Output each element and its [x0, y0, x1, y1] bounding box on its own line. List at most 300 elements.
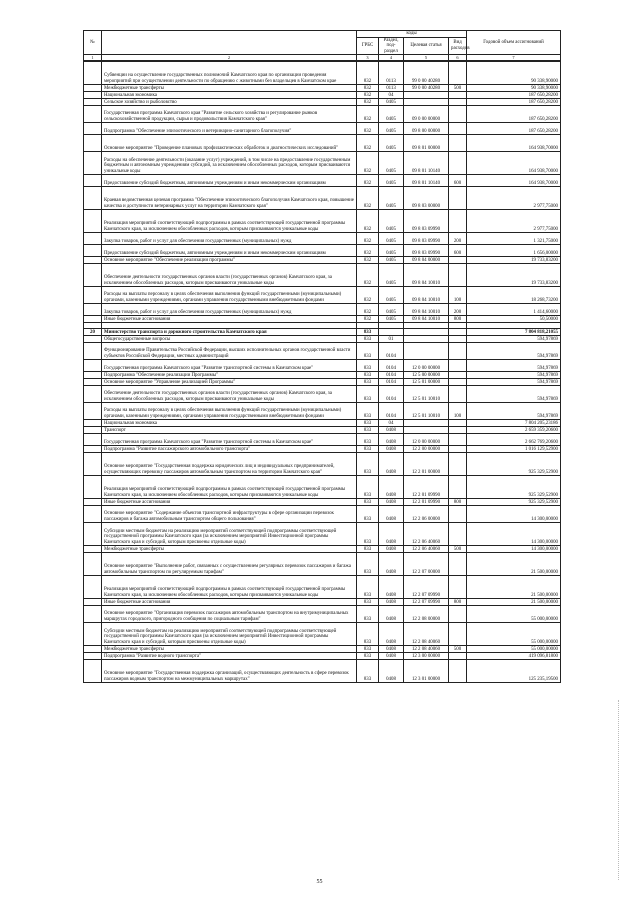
row-target-article: [404, 99, 449, 106]
row-expense-type: 100: [449, 287, 467, 304]
row-expense-type: [449, 434, 467, 446]
row-razdel: 0405: [379, 135, 404, 152]
col-number: 2: [102, 55, 357, 61]
row-expense-type: [449, 386, 467, 403]
row-target-article: 09 8 00 00000: [404, 123, 449, 135]
row-amount: 594,97869: [467, 372, 561, 379]
row-expense-type: [449, 660, 467, 683]
table-row: [84, 403, 561, 420]
row-expense-type: [449, 123, 467, 135]
row-expense-type: [449, 62, 467, 85]
row-name: Межбюджетные трансферты: [102, 85, 357, 92]
row-amount: 14 300,00000: [467, 506, 561, 523]
row-target-article: 12 0 00 00000: [404, 434, 449, 446]
table-row: [84, 446, 561, 453]
row-name: Основное мероприятие "Государственная поддержка юридических лиц и индивидуальных предпринимателей, осуществляющих перевозку пассажиров автомобильным транспортом на территории Камчатского края": [102, 453, 357, 476]
row-amount: 187 650,28200: [467, 123, 561, 135]
row-number: [84, 420, 102, 427]
row-number: [84, 233, 102, 245]
row-grbs: 833: [357, 336, 379, 343]
table-row: [84, 623, 561, 646]
table-row: [84, 287, 561, 304]
table-row: [84, 304, 561, 316]
row-name: Субсидии местным бюджетам на реализацию мероприятий соответствующей подпрограммы соответствующей государственной программы Камчатского края (за исключением мероприятий Инвестиционной программы Камчатского края и субсидий, которым присвоены отдельные коды): [102, 623, 357, 646]
row-amount: 18 268,73200: [467, 287, 561, 304]
row-expense-type: [449, 446, 467, 453]
row-amount: 187 650,28200: [467, 106, 561, 123]
row-number: [84, 446, 102, 453]
row-name: Общегосударственные вопросы: [102, 336, 357, 343]
row-target-article: 12 2 01 00000: [404, 453, 449, 476]
row-number: [84, 427, 102, 434]
row-expense-type: [449, 360, 467, 372]
row-amount: 164 938,70000: [467, 135, 561, 152]
row-name: Функционирование Правительства Российской Федерации, высших исполнительных органов государственной власти субъектов Российской Федерации, местных администраций: [102, 343, 357, 360]
row-expense-type: [449, 152, 467, 175]
row-grbs: 833: [357, 523, 379, 546]
row-expense-type: 100: [449, 403, 467, 420]
row-razdel: 0405: [379, 187, 404, 210]
table-row: [84, 420, 561, 427]
row-razdel: 0408: [379, 453, 404, 476]
row-target-article: 09 8 03 00000: [404, 187, 449, 210]
row-grbs: 833: [357, 434, 379, 446]
row-number: [84, 175, 102, 187]
table-row: [84, 653, 561, 660]
row-amount: 187 650,28200: [467, 92, 561, 99]
table-row: [84, 523, 561, 546]
row-amount: 90 338,90000: [467, 85, 561, 92]
row-grbs: 833: [357, 606, 379, 623]
row-target-article: 09 8 04 00000: [404, 257, 449, 264]
row-grbs: 833: [357, 372, 379, 379]
row-expense-type: [449, 379, 467, 386]
row-grbs: 832: [357, 152, 379, 175]
row-target-article: 12 2 08 40060: [404, 623, 449, 646]
row-expense-type: [449, 264, 467, 287]
row-name: Государственная программа Камчатского края "Развитие транспортной системы в Камчатском крае": [102, 434, 357, 446]
row-amount: 2 662 769,20600: [467, 434, 561, 446]
row-amount: 2 659 359,20600: [467, 427, 561, 434]
row-name: Сельское хозяйство и рыболовство: [102, 99, 357, 106]
table-row: [84, 99, 561, 106]
row-number: [84, 287, 102, 304]
row-amount: 1 656,00000: [467, 245, 561, 257]
row-expense-type: [449, 336, 467, 343]
row-name: Подпрограмма "Развитие водного транспорта": [102, 653, 357, 660]
row-target-article: 12 2 08 40060: [404, 646, 449, 653]
row-name: Основное мероприятие "Содержание объектов транспортной инфраструктуры в сфере организации перевозок пассажиров и багажа автомобильным транспортом общего пользования": [102, 506, 357, 523]
row-razdel: 0405: [379, 233, 404, 245]
row-razdel: 0405: [379, 304, 404, 316]
row-razdel: 0104: [379, 360, 404, 372]
header-codes: коды: [357, 31, 467, 38]
row-razdel: 0104: [379, 343, 404, 360]
row-name: Государственная программа Камчатского края "Развитие транспортной системы в Камчатском крае": [102, 360, 357, 372]
row-target-article: 12 2 07 00000: [404, 553, 449, 576]
row-razdel: 04: [379, 420, 404, 427]
row-expense-type: [449, 187, 467, 210]
row-name: Субсидии местным бюджетам на реализацию мероприятий соответствующей подпрограммы соответствующей государственной программы Камчатского края (за исключением мероприятий Инвестиционной программы Камчатского края и субсидий, которым присвоены отдельные коды): [102, 523, 357, 546]
row-expense-type: 600: [449, 175, 467, 187]
row-target-article: [404, 329, 449, 336]
row-number: [84, 379, 102, 386]
row-name: Реализация мероприятий соответствующей подпрограммы в рамках соответствующей государственной программы Камчатского края, за исключением обособленных расходов, которым присваиваются уникальные коды: [102, 576, 357, 599]
row-amount: 19 733,83200: [467, 264, 561, 287]
row-razdel: 0408: [379, 653, 404, 660]
row-target-article: 99 0 00 40280: [404, 85, 449, 92]
row-grbs: 832: [357, 123, 379, 135]
table-body: [83, 61, 561, 683]
table-row: [84, 316, 561, 323]
row-target-article: 12 5 00 00000: [404, 372, 449, 379]
row-target-article: 12 2 06 00000: [404, 506, 449, 523]
col-number: 5: [404, 55, 449, 61]
row-name: Основное мероприятие "Обеспечение реализации программы": [102, 257, 357, 264]
row-expense-type: 800: [449, 499, 467, 506]
table-row: [84, 434, 561, 446]
row-target-article: 12 5 01 10010: [404, 386, 449, 403]
row-expense-type: 500: [449, 85, 467, 92]
row-amount: 164 938,70000: [467, 152, 561, 175]
row-razdel: 0408: [379, 434, 404, 446]
table-row: [84, 187, 561, 210]
row-grbs: 833: [357, 646, 379, 653]
row-grbs: 833: [357, 360, 379, 372]
row-expense-type: 500: [449, 546, 467, 553]
row-target-article: [404, 343, 449, 360]
row-amount: 594,97869: [467, 343, 561, 360]
row-grbs: 832: [357, 245, 379, 257]
row-number: [84, 106, 102, 123]
row-expense-type: 800: [449, 599, 467, 606]
budget-table: [83, 30, 560, 683]
row-grbs: 833: [357, 420, 379, 427]
row-grbs: 832: [357, 210, 379, 233]
row-target-article: 12 2 01 09990: [404, 476, 449, 499]
row-razdel: 0113: [379, 62, 404, 85]
row-target-article: 12 5 01 00000: [404, 379, 449, 386]
row-grbs: 833: [357, 379, 379, 386]
row-name: Обеспечение деятельности государственных органов власти (государственных органов) Камчатского края, за исключением обособленных расходов, которым присваиваются уникальные коды: [102, 264, 357, 287]
table-row: [84, 85, 561, 92]
row-target-article: 09 8 01 10140: [404, 175, 449, 187]
row-name: Межбюджетные трансферты: [102, 546, 357, 553]
row-razdel: 0405: [379, 152, 404, 175]
row-amount: 7 804 205,23186: [467, 420, 561, 427]
row-name: Министерство транспорта и дорожного строительства Камчатского края: [102, 329, 357, 336]
row-amount: 925 329,52900: [467, 499, 561, 506]
table-row: [84, 62, 561, 85]
row-grbs: 833: [357, 599, 379, 606]
row-razdel: 0113: [379, 85, 404, 92]
row-grbs: 833: [357, 653, 379, 660]
row-name: Закупка товаров, работ и услуг для обеспечения государственных (муниципальных) нужд: [102, 233, 357, 245]
row-amount: 594,97869: [467, 379, 561, 386]
row-target-article: 09 8 04 10010: [404, 316, 449, 323]
row-target-article: 09 8 01 10140: [404, 152, 449, 175]
row-expense-type: [449, 99, 467, 106]
row-amount: 594,97869: [467, 386, 561, 403]
row-razdel: 0405: [379, 99, 404, 106]
row-number: [84, 546, 102, 553]
row-amount: 419 096,81800: [467, 653, 561, 660]
table-header: [83, 30, 561, 61]
row-amount: 90 338,90000: [467, 62, 561, 85]
row-grbs: 832: [357, 175, 379, 187]
table-row: [84, 329, 561, 336]
table-row: [84, 546, 561, 553]
row-razdel: 0408: [379, 646, 404, 653]
row-target-article: 12 2 07 09990: [404, 576, 449, 599]
row-razdel: 0405: [379, 106, 404, 123]
row-expense-type: [449, 523, 467, 546]
row-number: 20: [84, 329, 102, 336]
row-razdel: 01: [379, 336, 404, 343]
row-target-article: 12 2 08 00000: [404, 606, 449, 623]
table-row: [84, 453, 561, 476]
row-razdel: 0405: [379, 123, 404, 135]
row-grbs: 832: [357, 62, 379, 85]
row-number: [84, 606, 102, 623]
row-target-article: 99 0 00 40280: [404, 62, 449, 85]
row-expense-type: [449, 343, 467, 360]
row-expense-type: [449, 606, 467, 623]
row-grbs: 832: [357, 257, 379, 264]
row-name: Реализация мероприятий соответствующей подпрограммы в рамках соответствующей государственной программы Камчатского края, за исключением обособленных расходов, которым присваиваются уникальные коды: [102, 476, 357, 499]
row-name: Межбюджетные трансферты: [102, 646, 357, 653]
row-name: Подпрограмма "Обеспечение реализации Программы": [102, 372, 357, 379]
row-target-article: 09 8 03 09990: [404, 210, 449, 233]
row-amount: 50,50000: [467, 316, 561, 323]
row-target-article: 09 8 04 10010: [404, 264, 449, 287]
row-grbs: 832: [357, 106, 379, 123]
col-number: 4: [379, 55, 404, 61]
row-number: [84, 210, 102, 233]
table-row: [84, 336, 561, 343]
row-amount: 21 500,00000: [467, 576, 561, 599]
header-num: №: [84, 31, 102, 55]
table-row: [84, 175, 561, 187]
row-target-article: 09 8 03 09990: [404, 233, 449, 245]
table-row: [84, 264, 561, 287]
row-amount: 55 000,00000: [467, 606, 561, 623]
row-grbs: 833: [357, 427, 379, 434]
row-amount: 125 235,19500: [467, 660, 561, 683]
row-amount: 7 804 818,21055: [467, 329, 561, 336]
row-razdel: 0408: [379, 506, 404, 523]
col-number: 1: [84, 55, 102, 61]
row-name: Реализация мероприятий соответствующей подпрограммы в рамках соответствующей государственной программы Камчатского края, за исключением обособленных расходов, которым присваиваются уникальные коды: [102, 210, 357, 233]
row-amount: 187 650,28200: [467, 99, 561, 106]
header-grbs: ГРБС: [357, 37, 379, 55]
table-row: [84, 135, 561, 152]
row-name: Подпрограмма "Развитие пассажирского автомобильного транспорта": [102, 446, 357, 453]
row-expense-type: 500: [449, 646, 467, 653]
row-amount: 925 329,52900: [467, 453, 561, 476]
table-row: [84, 233, 561, 245]
row-amount: 1 414,60000: [467, 304, 561, 316]
margin-mark: [618, 700, 624, 880]
row-razdel: 0405: [379, 245, 404, 257]
row-amount: 14 300,00000: [467, 546, 561, 553]
row-razdel: 0405: [379, 316, 404, 323]
row-razdel: 0408: [379, 446, 404, 453]
row-number: [84, 264, 102, 287]
row-number: [84, 653, 102, 660]
row-expense-type: [449, 106, 467, 123]
row-amount: 164 938,70000: [467, 175, 561, 187]
row-amount: 2 977,75000: [467, 210, 561, 233]
row-amount: 594,97869: [467, 403, 561, 420]
row-number: [84, 257, 102, 264]
row-amount: 55 000,00000: [467, 646, 561, 653]
row-target-article: 12 2 07 09990: [404, 599, 449, 606]
row-name: Иные бюджетные ассигнования: [102, 316, 357, 323]
row-number: [84, 403, 102, 420]
row-razdel: 0408: [379, 660, 404, 683]
row-expense-type: [449, 329, 467, 336]
row-name: Расходы на выплаты персоналу в целях обеспечения выполнения функций государственными (муниципальными) органами, казенными учреждениями, органами управления государственными внебюджетными фондами: [102, 287, 357, 304]
header-expense-type: Вид расходов: [449, 37, 467, 55]
row-name: Иные бюджетные ассигнования: [102, 599, 357, 606]
row-razdel: 0104: [379, 379, 404, 386]
row-expense-type: [449, 92, 467, 99]
row-grbs: 833: [357, 476, 379, 499]
row-name: Закупка товаров, работ и услуг для обеспечения государственных (муниципальных) нужд: [102, 304, 357, 316]
row-number: [84, 99, 102, 106]
row-expense-type: 600: [449, 245, 467, 257]
table-row: [84, 123, 561, 135]
row-expense-type: 200: [449, 304, 467, 316]
row-razdel: 0408: [379, 599, 404, 606]
row-number: [84, 62, 102, 85]
col-number: 3: [357, 55, 379, 61]
row-razdel: 0408: [379, 576, 404, 599]
row-razdel: 04: [379, 92, 404, 99]
row-razdel: 0408: [379, 476, 404, 499]
row-amount: 1 321,75000: [467, 233, 561, 245]
row-amount: 14 300,00000: [467, 523, 561, 546]
row-number: [84, 453, 102, 476]
table-row: [84, 343, 561, 360]
row-target-article: 09 8 03 09990: [404, 245, 449, 257]
row-number: [84, 523, 102, 546]
row-number: [84, 360, 102, 372]
row-grbs: 832: [357, 264, 379, 287]
row-name: Расходы на обеспечение деятельности (оказание услуг) учреждений, в том числе на предоставление государственным бюджетным и автономным учреждениям субсидий, за исключением обособленных расходов, которым присваиваются уникальные коды: [102, 152, 357, 175]
row-name: Государственная программа Камчатского края "Развитие сельского хозяйства и регулирование рынков сельскохозяйственной продукции, сырья и продовольствия Камчатского края": [102, 106, 357, 123]
table-row: [84, 660, 561, 683]
row-expense-type: [449, 476, 467, 499]
row-grbs: 833: [357, 329, 379, 336]
row-name: Расходы на выплаты персоналу в целях обеспечения выполнения функций государственными (муниципальными) органами, казенными учреждениями, органами управления государственными внебюджетными фондами: [102, 403, 357, 420]
row-number: [84, 646, 102, 653]
row-expense-type: [449, 420, 467, 427]
row-number: [84, 506, 102, 523]
row-number: [84, 499, 102, 506]
header-amount: Годовой объем ассигнований: [467, 31, 561, 55]
row-razdel: 0408: [379, 499, 404, 506]
row-expense-type: [449, 576, 467, 599]
row-grbs: 832: [357, 187, 379, 210]
row-number: [84, 336, 102, 343]
row-razdel: 0405: [379, 264, 404, 287]
row-expense-type: 800: [449, 316, 467, 323]
row-name: Краевая ведомственная целевая программа "Обеспечение эпизоотического благополучия Камчатского края, повышение качества и доступности ветеринарных услуг на территории Камчатского края": [102, 187, 357, 210]
row-number: [84, 660, 102, 683]
row-name: Предоставление субсидий бюджетным, автономным учреждениям и иным некоммерческим организациям: [102, 245, 357, 257]
row-razdel: 0408: [379, 623, 404, 646]
row-expense-type: [449, 372, 467, 379]
row-razdel: 0104: [379, 372, 404, 379]
table-row: [84, 646, 561, 653]
row-expense-type: [449, 453, 467, 476]
row-razdel: 0408: [379, 546, 404, 553]
row-grbs: 832: [357, 304, 379, 316]
table-row: [84, 553, 561, 576]
row-target-article: 12 2 00 00000: [404, 446, 449, 453]
row-name: Иные бюджетные ассигнования: [102, 499, 357, 506]
row-number: [84, 576, 102, 599]
row-target-article: 09 0 00 00000: [404, 106, 449, 123]
row-razdel: 0405: [379, 175, 404, 187]
row-grbs: 833: [357, 499, 379, 506]
row-expense-type: [449, 553, 467, 576]
row-name: Основное мероприятие "Государственная поддержка организаций, осуществляющих деятельность в сфере перевозок пассажиров водным транспортом на межмуниципальных маршрутах": [102, 660, 357, 683]
row-number: [84, 343, 102, 360]
row-name: Предоставление субсидий бюджетным, автономным учреждениям и иным некоммерческим организациям: [102, 175, 357, 187]
row-grbs: 832: [357, 287, 379, 304]
row-razdel: 0104: [379, 403, 404, 420]
row-razdel: 0408: [379, 606, 404, 623]
row-grbs: 833: [357, 623, 379, 646]
table-row: [84, 152, 561, 175]
row-razdel: 0104: [379, 386, 404, 403]
row-amount: 1 016 129,52900: [467, 446, 561, 453]
table-row: [84, 427, 561, 434]
row-grbs: 832: [357, 316, 379, 323]
row-target-article: [404, 427, 449, 434]
header-target-article: Целевая статья: [404, 37, 449, 55]
table-row: [84, 386, 561, 403]
row-number: [84, 135, 102, 152]
row-number: [84, 245, 102, 257]
header-name-empty: [102, 31, 357, 55]
row-expense-type: [449, 257, 467, 264]
row-number: [84, 476, 102, 499]
row-razdel: 0408: [379, 523, 404, 546]
row-razdel: 0408: [379, 553, 404, 576]
row-target-article: 09 8 04 10010: [404, 287, 449, 304]
row-expense-type: [449, 427, 467, 434]
row-grbs: 833: [357, 660, 379, 683]
table-row: [84, 599, 561, 606]
row-expense-type: 200: [449, 233, 467, 245]
row-target-article: 09 8 04 10010: [404, 304, 449, 316]
row-name: Основное мероприятие "Организация перевозок пассажиров автомобильным транспортом на внутримуниципальных маршрутах городского, пригородного сообщения по социальным тарифам": [102, 606, 357, 623]
row-grbs: 833: [357, 386, 379, 403]
row-name: Обеспечение деятельности государственных органов власти (государственных органов) Камчатского края, за исключением обособленных расходов, которым присваиваются уникальные коды: [102, 386, 357, 403]
row-number: [84, 123, 102, 135]
row-grbs: 832: [357, 99, 379, 106]
row-amount: 594,97869: [467, 360, 561, 372]
row-grbs: 833: [357, 403, 379, 420]
row-target-article: 12 2 06 40060: [404, 546, 449, 553]
table-row: [84, 257, 561, 264]
row-name: Транспорт: [102, 427, 357, 434]
row-expense-type: [449, 623, 467, 646]
